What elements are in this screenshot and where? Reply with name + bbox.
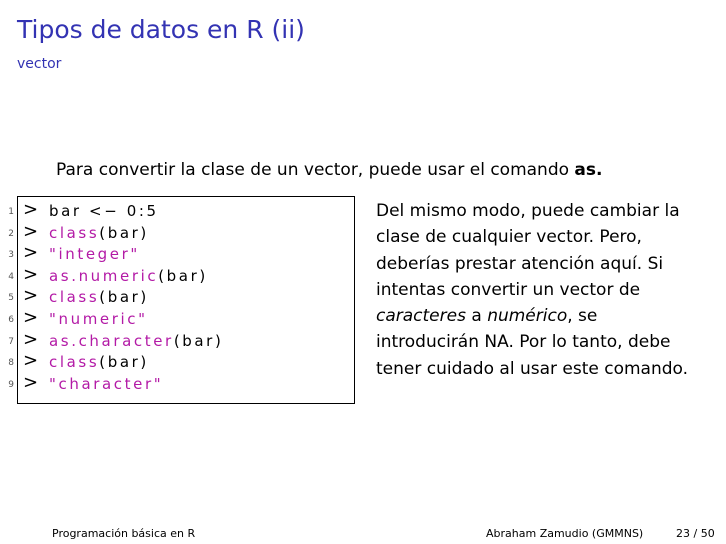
code-text <box>49 330 223 352</box>
prompt-symbol: > <box>23 307 39 328</box>
prompt-symbol: > <box>23 350 39 372</box>
explanation-line: clase de cualquier vector. Pero, <box>376 227 642 248</box>
code-line <box>8 199 348 222</box>
code-token: bar <− 0:5 <box>49 202 159 220</box>
code-text <box>49 222 149 244</box>
footer-author: Abraham Zamudio (GMMNS) <box>486 527 644 540</box>
code-line <box>8 263 348 287</box>
code-block <box>8 196 355 404</box>
code-text <box>49 373 163 395</box>
code-token: (bar) <box>99 223 149 242</box>
code-token: (bar) <box>158 266 208 285</box>
line-number: 8 <box>8 358 14 369</box>
intro-text: Para convertir la clase de un vector, puede usar el comando <box>56 160 575 180</box>
explanation-line <box>376 303 711 329</box>
line-number: 4 <box>8 271 14 282</box>
footer-course: Programación básica en R <box>52 527 196 540</box>
code-token: (bar) <box>99 288 149 307</box>
prompt-symbol: > <box>23 263 39 285</box>
footer-page-number: 23 / 50 <box>676 527 715 540</box>
explanation-line: Del mismo modo, puede cambiar la <box>376 201 680 221</box>
code-keyword: "numeric" <box>49 310 148 328</box>
prompt-symbol: > <box>23 199 39 220</box>
line-number: 3 <box>8 250 14 261</box>
explanation-line: deberías prestar atención aquí. Si <box>376 253 664 274</box>
intro-command: as. <box>574 160 603 180</box>
code-text <box>49 308 148 330</box>
code-keyword: as.numeric <box>49 266 159 285</box>
emph-caracteres: caracteres <box>376 306 466 327</box>
code-keyword: class <box>49 353 100 372</box>
code-line <box>8 350 348 373</box>
prompt-symbol: > <box>23 242 39 264</box>
code-keyword: class <box>49 288 100 307</box>
code-line <box>8 285 348 308</box>
code-line <box>8 242 348 265</box>
code-keyword: as.character <box>49 331 174 350</box>
line-number: 7 <box>8 336 14 347</box>
code-text <box>49 200 159 222</box>
line-number: 6 <box>8 315 14 325</box>
code-text <box>49 286 149 308</box>
code-line <box>8 371 348 395</box>
emph-numerico: numérico <box>487 306 568 327</box>
slide-subtitle: vector <box>17 56 62 72</box>
prompt-symbol: > <box>23 220 39 242</box>
code-text <box>49 243 140 265</box>
prompt-symbol: > <box>23 371 39 393</box>
code-keyword: class <box>49 223 100 242</box>
code-keyword: "integer" <box>49 245 140 264</box>
line-number: 2 <box>8 228 14 239</box>
code-keyword: "character" <box>49 374 164 393</box>
line-number: 1 <box>8 207 14 217</box>
explanation-line: tener cuidado al usar este comando. <box>376 358 689 379</box>
code-text <box>49 351 149 373</box>
explanation-line: intentas convertir un vector de <box>376 279 641 300</box>
code-token: (bar) <box>99 353 149 372</box>
code-text <box>49 265 208 287</box>
explanation-line: introducirán NA. Por lo tanto, debe <box>376 332 671 353</box>
slide-title: Tipos de datos en R (ii) <box>17 15 305 44</box>
code-line <box>8 328 348 352</box>
explanation-text <box>376 198 711 382</box>
code-token: (bar) <box>173 331 224 350</box>
prompt-symbol: > <box>23 285 39 307</box>
code-line <box>8 307 348 330</box>
code-line <box>8 220 348 244</box>
prompt-symbol: > <box>23 328 39 350</box>
text-a: a <box>465 306 488 327</box>
line-number: 5 <box>8 293 14 304</box>
intro-paragraph <box>56 160 602 180</box>
line-number: 9 <box>8 379 14 390</box>
text-se: , se <box>567 306 598 327</box>
